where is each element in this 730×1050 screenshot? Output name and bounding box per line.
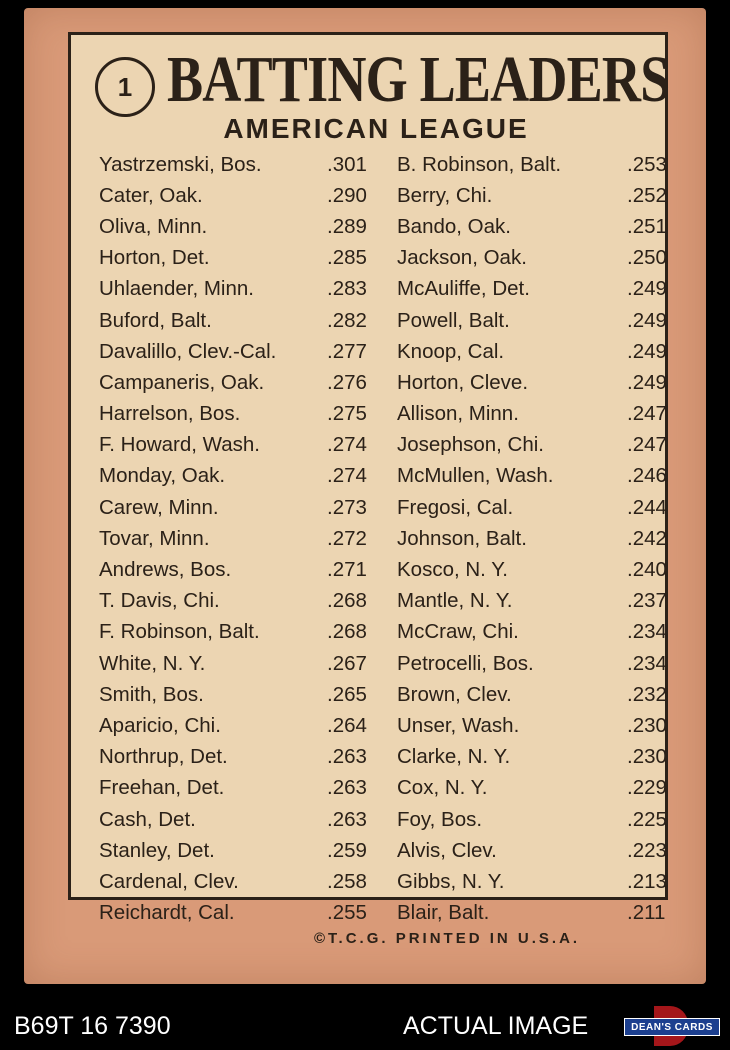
leader-row xyxy=(99,679,679,710)
leader-row xyxy=(99,866,679,897)
leader-row xyxy=(99,367,679,398)
league-subtitle: AMERICAN LEAGUE xyxy=(223,113,529,144)
listing-footer xyxy=(0,1004,730,1050)
batting-average-left: .283 xyxy=(327,277,367,301)
batting-average-left: .271 xyxy=(327,558,367,582)
card-number: 1 xyxy=(95,57,155,117)
batting-average-right: .240 xyxy=(627,558,667,582)
batting-average-left: .265 xyxy=(327,682,367,706)
batting-average-right: .232 xyxy=(627,682,667,706)
player-name-left: Stanley, Det. xyxy=(99,838,215,862)
player-name-right: Fregosi, Cal. xyxy=(397,495,514,519)
leader-row xyxy=(99,461,679,492)
leader-row xyxy=(99,523,679,554)
player-name-right: Josephson, Chi. xyxy=(397,433,545,457)
player-name-right: Gibbs, N. Y. xyxy=(397,869,505,893)
player-name-right: Kosco, N. Y. xyxy=(397,558,508,582)
leader-row xyxy=(99,430,679,461)
leader-row xyxy=(99,180,679,211)
leader-row xyxy=(99,492,679,523)
player-name-left: Davalillo, Clev.-Cal. xyxy=(99,339,277,363)
leader-row xyxy=(99,835,679,866)
batting-average-left: .268 xyxy=(327,620,367,644)
batting-average-right: .251 xyxy=(627,214,667,238)
batting-average-left: .274 xyxy=(327,433,367,457)
batting-average-left: .285 xyxy=(327,246,367,270)
batting-average-left: .275 xyxy=(327,402,367,426)
listing-code: B69T 16 7390 xyxy=(14,1012,171,1040)
batting-average-left: .264 xyxy=(327,713,367,737)
player-name-left: Reichardt, Cal. xyxy=(99,901,235,925)
batting-average-right: .249 xyxy=(627,339,667,363)
player-name-right: Foy, Bos. xyxy=(397,807,483,831)
player-name-right: Clarke, N. Y. xyxy=(397,745,511,769)
player-name-left: Cash, Det. xyxy=(99,807,196,831)
leader-row xyxy=(99,804,679,835)
player-name-right: Cox, N. Y. xyxy=(397,776,488,800)
leader-row xyxy=(99,243,679,274)
batting-average-left: .258 xyxy=(327,869,367,893)
leader-row xyxy=(99,211,679,242)
player-name-right: Jackson, Oak. xyxy=(397,246,527,270)
batting-average-right: .249 xyxy=(627,277,667,301)
leader-row xyxy=(99,648,679,679)
player-name-right: Unser, Wash. xyxy=(397,713,520,737)
batting-average-right: .247 xyxy=(627,433,667,457)
leader-row xyxy=(99,336,679,367)
batting-average-right: .250 xyxy=(627,246,667,270)
batting-average-right: .246 xyxy=(627,464,667,488)
batting-average-left: .282 xyxy=(327,308,367,332)
batting-average-left: .273 xyxy=(327,495,367,519)
copyright-line: ©T.C.G. PRINTED IN U.S.A. xyxy=(314,930,581,947)
player-name-right: Allison, Minn. xyxy=(397,402,519,426)
player-name-right: McCraw, Chi. xyxy=(397,620,519,644)
leader-row xyxy=(99,305,679,336)
player-name-left: Freehan, Det. xyxy=(99,776,225,800)
player-name-left: Horton, Det. xyxy=(99,246,210,270)
stats-panel xyxy=(68,32,670,925)
player-name-right: McMullen, Wash. xyxy=(397,464,554,488)
batting-average-left: .272 xyxy=(327,526,367,550)
batting-average-left: .263 xyxy=(327,776,367,800)
leader-row xyxy=(99,742,679,773)
player-name-left: Northrup, Det. xyxy=(99,745,228,769)
batting-average-right: .253 xyxy=(627,152,667,176)
player-name-right: Knoop, Cal. xyxy=(397,339,505,363)
player-name-right: Blair, Balt. xyxy=(397,901,490,925)
batting-average-left: .277 xyxy=(327,339,367,363)
batting-average-right: .252 xyxy=(627,183,667,207)
player-name-right: Powell, Balt. xyxy=(397,308,510,332)
player-name-left: Campaneris, Oak. xyxy=(99,370,265,394)
batting-average-right: .229 xyxy=(627,776,667,800)
player-name-right: B. Robinson, Balt. xyxy=(397,152,562,176)
leader-row xyxy=(99,586,679,617)
batting-average-right: .225 xyxy=(627,807,667,831)
leader-row xyxy=(99,773,679,804)
leader-row xyxy=(99,710,679,741)
player-name-left: F. Howard, Wash. xyxy=(99,433,261,457)
batting-average-left: .290 xyxy=(327,183,367,207)
batting-average-right: .230 xyxy=(627,713,667,737)
player-name-right: Alvis, Clev. xyxy=(397,838,497,862)
batting-average-left: .274 xyxy=(327,464,367,488)
leader-row xyxy=(99,149,679,180)
player-name-right: Bando, Oak. xyxy=(397,214,511,238)
batting-average-right: .249 xyxy=(627,370,667,394)
player-name-left: Oliva, Minn. xyxy=(99,214,208,238)
batting-average-left: .268 xyxy=(327,589,367,613)
player-name-left: Tovar, Minn. xyxy=(99,526,210,550)
batting-average-right: .237 xyxy=(627,589,667,613)
batting-average-right: .230 xyxy=(627,745,667,769)
player-name-left: Carew, Minn. xyxy=(99,495,219,519)
actual-image-label: ACTUAL IMAGE xyxy=(403,1012,589,1040)
player-name-right: Brown, Clev. xyxy=(397,682,512,706)
batting-average-left: .263 xyxy=(327,807,367,831)
batting-average-right: .249 xyxy=(627,308,667,332)
batting-average-right: .234 xyxy=(627,651,667,675)
batting-average-right: .242 xyxy=(627,526,667,550)
leader-row xyxy=(99,898,679,929)
batting-average-left: .276 xyxy=(327,370,367,394)
baseball-card-back xyxy=(24,8,706,984)
player-name-right: McAuliffe, Det. xyxy=(397,277,530,301)
batting-average-right: .244 xyxy=(627,495,667,519)
batting-average-right: .234 xyxy=(627,620,667,644)
batting-average-left: .301 xyxy=(327,152,367,176)
logo-text: DEAN'S CARDS xyxy=(624,1018,720,1036)
leader-row xyxy=(99,554,679,585)
leader-row xyxy=(99,617,679,648)
player-name-left: White, N. Y. xyxy=(99,651,206,675)
player-name-left: Cater, Oak. xyxy=(99,183,203,207)
player-name-left: Andrews, Bos. xyxy=(99,558,232,582)
leader-row xyxy=(99,399,679,430)
player-name-left: Harrelson, Bos. xyxy=(99,402,241,426)
card-title: BATTING LEADERS xyxy=(167,43,670,116)
player-name-left: Smith, Bos. xyxy=(99,682,204,706)
batting-average-left: .263 xyxy=(327,745,367,769)
batting-average-right: .211 xyxy=(627,901,666,925)
player-name-left: F. Robinson, Balt. xyxy=(99,620,260,644)
player-name-left: Buford, Balt. xyxy=(99,308,212,332)
deans-cards-logo[interactable] xyxy=(624,1006,720,1046)
player-name-right: Mantle, N. Y. xyxy=(397,589,513,613)
batting-average-left: .259 xyxy=(327,838,367,862)
player-name-right: Petrocelli, Bos. xyxy=(397,651,534,675)
batting-average-left: .267 xyxy=(327,651,367,675)
batting-average-right: .247 xyxy=(627,402,667,426)
player-name-left: Cardenal, Clev. xyxy=(99,869,239,893)
player-name-right: Johnson, Balt. xyxy=(397,526,527,550)
leaders-list xyxy=(99,149,679,929)
player-name-right: Horton, Cleve. xyxy=(397,370,529,394)
batting-average-left: .289 xyxy=(327,214,367,238)
player-name-left: Aparicio, Chi. xyxy=(99,713,221,737)
batting-average-left: .255 xyxy=(327,901,367,925)
batting-average-right: .223 xyxy=(627,838,667,862)
player-name-left: T. Davis, Chi. xyxy=(99,589,220,613)
batting-average-right: .213 xyxy=(627,869,667,893)
player-name-right: Berry, Chi. xyxy=(397,183,493,207)
player-name-left: Uhlaender, Minn. xyxy=(99,277,254,301)
leader-row xyxy=(99,274,679,305)
player-name-left: Yastrzemski, Bos. xyxy=(99,152,262,176)
player-name-left: Monday, Oak. xyxy=(99,464,226,488)
